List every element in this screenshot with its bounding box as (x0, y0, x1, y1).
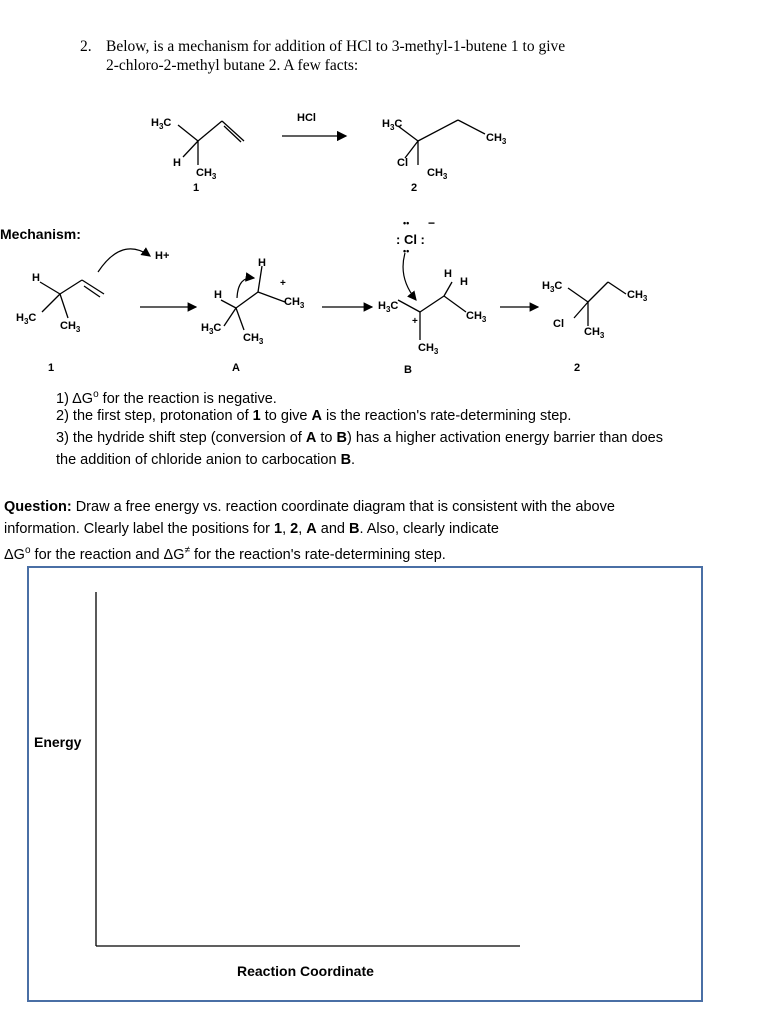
chloride-label: : Cl : (396, 232, 425, 247)
mechA-ch3-label: $CH_3$ (243, 332, 264, 347)
mechB-ch3-label: $CH_3$ (418, 342, 439, 357)
mech2-h3c-label: $H_3C$ (542, 280, 563, 295)
mechanism-label: Mechanism: (0, 226, 81, 242)
intermediate-2-label: 2 (574, 362, 581, 374)
mech1-ch3-label: $CH_3$ (60, 320, 81, 335)
mech1-h3c-label: $H_3C$ (16, 312, 37, 327)
chloride-lone-pair-top: •• (403, 218, 410, 228)
fact-3: 3) the hydride shift step (conversion of A to B) has a higher activation energy barrier than does (56, 430, 663, 446)
y-axis-label: Energy (34, 734, 82, 750)
mech-structure-B (398, 282, 466, 340)
reactant-h3c-label: $H_3C$ (151, 117, 172, 132)
question-line-3: $\Delta G^o$ for the reaction and ΔG≠ for the reaction's rate-determining step. (4, 545, 446, 563)
product-2-skeleton (398, 120, 485, 165)
x-axis-label: Reaction Coordinate (237, 963, 374, 979)
mechA-ch3-right-label: $CH_3$ (284, 296, 305, 311)
mechA-h3c-label: $H_3C$ (201, 322, 222, 337)
product-number: 2 (411, 182, 418, 194)
intermediate-A-label: A (232, 362, 240, 374)
mechA-h-top-label: H (258, 257, 266, 269)
product-ch3-right-label: $CH_3$ (486, 132, 507, 147)
mech-structure-A (221, 266, 285, 330)
problem-number: 2. (80, 38, 92, 55)
proton-label: H+ (155, 250, 170, 262)
mech-structure-2 (568, 282, 626, 326)
fact-2: 2) the first step, protonation of 1 to give A is the reaction's rate-determining step. (56, 408, 572, 424)
mechB-h-top-label: H (444, 268, 452, 280)
mech2-ch3-label: $CH_3$ (584, 326, 605, 341)
question-line-2: information. Clearly label the positions for 1, 2, A and B. Also, clearly indicate (4, 521, 499, 537)
curved-arrow-chloride (403, 253, 416, 300)
reactant-number: 1 (193, 182, 200, 194)
chloride-lone-pair-bottom: •• (403, 246, 410, 256)
problem-line-1: Below, is a mechanism for addition of HCl to 3-methyl-1-butene 1 to give (106, 38, 566, 55)
question-label: Question: (4, 499, 72, 515)
curved-arrow-protonation (98, 249, 150, 272)
mechB-ch3-right-label: $CH_3$ (466, 310, 487, 325)
product-h3c-label: $H_3C$ (382, 118, 403, 133)
mechA-plus-label: + (280, 278, 286, 289)
reactant-ch3-label: $CH_3$ (196, 167, 217, 182)
problem-line-2: 2-chloro-2-methyl butane 2. A few facts: (106, 57, 359, 74)
reactant-h-label: H (173, 157, 181, 169)
mechB-plus-label: + (412, 316, 418, 327)
question-line-1: Question: Draw a free energy vs. reaction coordinate diagram that is consistent with the above (4, 499, 615, 515)
curved-arrow-hydride-shift (237, 278, 254, 298)
product-cl-label: Cl (397, 157, 408, 169)
mechB-h3c-label: $H_3C$ (378, 300, 399, 315)
reactant-1-skeleton (178, 121, 244, 165)
mechB-h-right-label: H (460, 276, 468, 288)
mech2-ch3-right-label: $CH_3$ (627, 289, 648, 304)
intermediate-1-label: 1 (48, 362, 55, 374)
answer-box (28, 567, 702, 1001)
mech1-h-label: H (32, 272, 40, 284)
mech2-cl-label: Cl (553, 318, 564, 330)
fact-3-continued: the addition of chloride anion to carbocation B. (56, 452, 356, 468)
reagent-label: HCl (297, 112, 316, 124)
intermediate-B-label: B (404, 364, 412, 376)
mech-structure-1 (40, 280, 104, 318)
mechA-h-left-label: H (214, 289, 222, 301)
chloride-charge: − (428, 216, 436, 230)
fact-1: 1) $\Delta G^o$ for the reaction is negative. (56, 389, 277, 407)
product-ch3-label: $CH_3$ (427, 167, 448, 182)
